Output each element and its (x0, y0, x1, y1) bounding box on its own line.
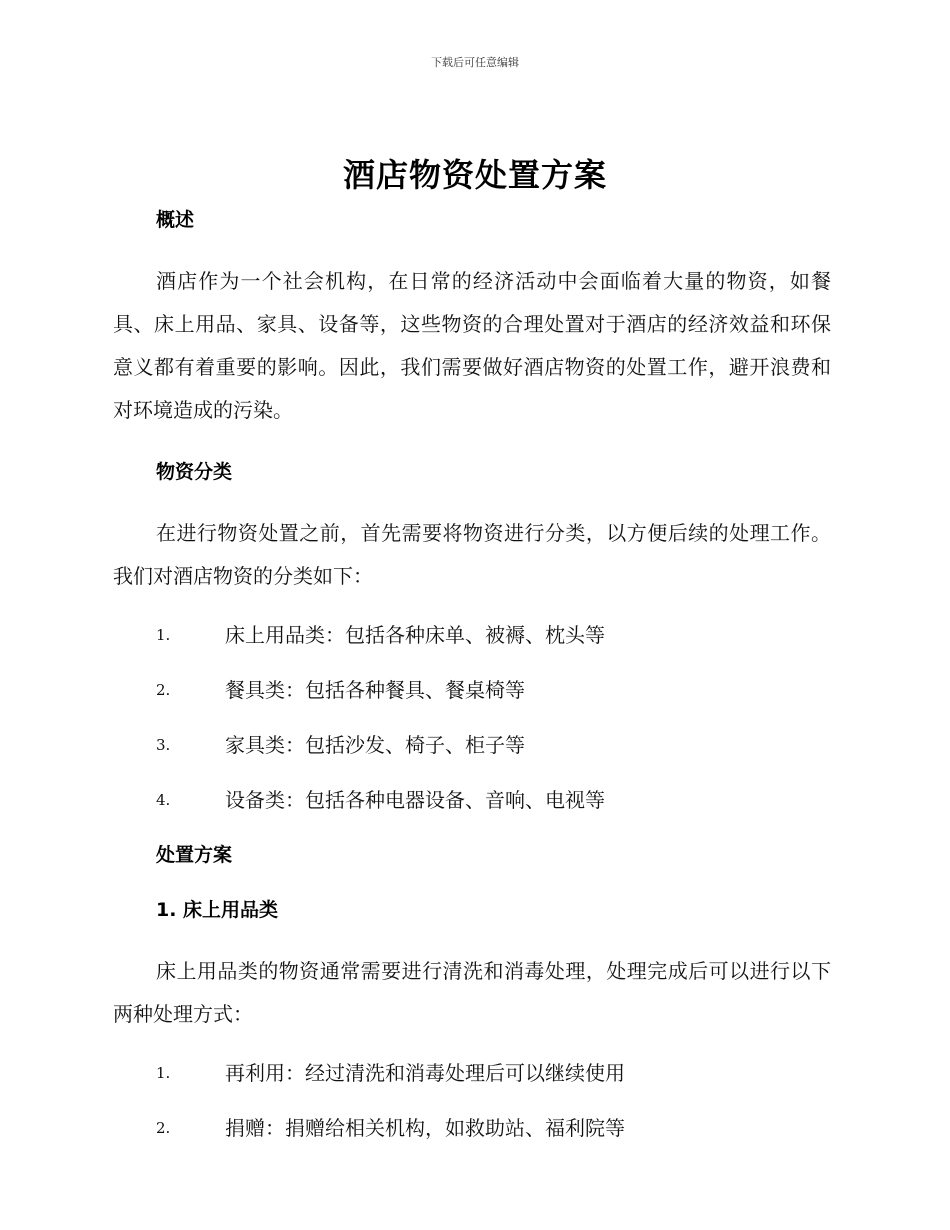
disposal-paragraph: 床上用品类的物资通常需要进行清洗和消毒处理，处理完成后可以进行以下两种处理方式： (113, 959, 831, 1026)
list-item (113, 1058, 831, 1088)
list-item-number: 1. (156, 626, 171, 644)
section-heading-classification: 物资分类 (156, 461, 233, 483)
subheading-bedding: 1. 床上用品类 (156, 899, 279, 921)
list-item-text: 家具类：包括沙发、椅子、柜子等 (225, 733, 525, 757)
list-item-text: 设备类：包括各种电器设备、音响、电视等 (225, 788, 605, 812)
classification-paragraph: 在进行物资处置之前，首先需要将物资进行分类，以方便后续的处理工作。我们对酒店物资的分类如下： (113, 521, 831, 588)
list-item (113, 675, 831, 705)
section-heading-overview: 概述 (156, 209, 195, 231)
list-item-number: 1. (156, 1064, 171, 1082)
list-item-text: 床上用品类：包括各种床单、被褥、枕头等 (225, 623, 605, 647)
list-item-text: 餐具类：包括各种餐具、餐桌椅等 (225, 678, 525, 702)
list-item-text: 再利用：经过清洗和消毒处理后可以继续使用 (225, 1061, 625, 1085)
section-heading-disposal: 处置方案 (156, 844, 233, 866)
list-item (113, 620, 831, 650)
list-item-text: 捐赠：捐赠给相关机构，如救助站、福利院等 (225, 1116, 625, 1140)
list-item-number: 2. (156, 681, 171, 699)
document-title: 酒店物资处置方案 (342, 156, 607, 194)
list-item-number: 4. (156, 791, 171, 809)
list-item (113, 730, 831, 760)
list-item (113, 1113, 831, 1143)
list-item (113, 785, 831, 815)
page-header-note: 下载后可任意编辑 (431, 56, 519, 69)
list-item-number: 2. (156, 1119, 171, 1137)
list-item-number: 3. (156, 736, 171, 754)
overview-paragraph: 酒店作为一个社会机构，在日常的经济活动中会面临着大量的物资，如餐具、床上用品、家具、设备等，这些物资的合理处置对于酒店的经济效益和环保意义都有着重要的影响。因此，我们需要做好酒店物资的处置工作，避开浪费和对环境造成的污染。 (113, 269, 831, 422)
document-body (113, 205, 831, 1143)
